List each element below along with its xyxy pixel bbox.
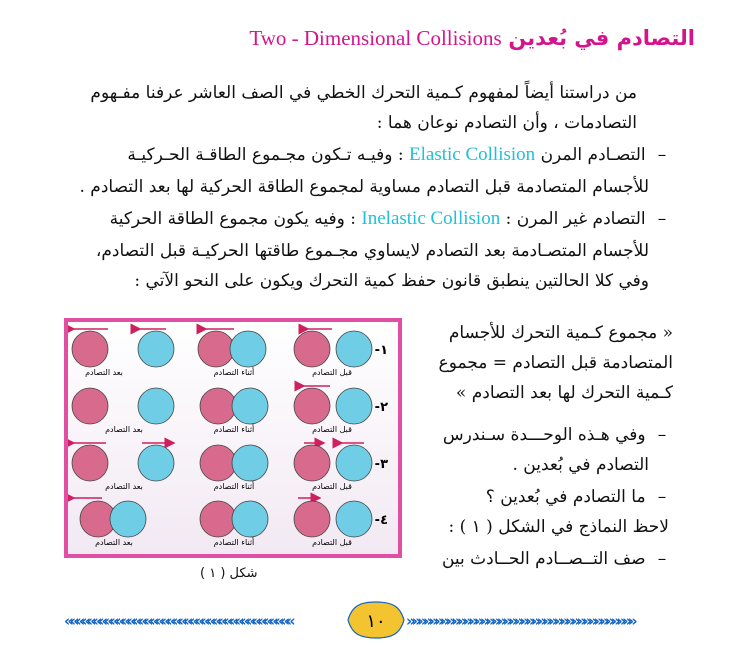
side-line-4 xyxy=(443,420,673,450)
label-after-4: بعد التصادم xyxy=(95,538,133,547)
bullet-dash: – xyxy=(657,145,667,165)
side-line-2: المتصادمة قبل التصادم = مجموع xyxy=(438,353,673,373)
label-before-1: قبل التصادم xyxy=(312,368,352,377)
elastic-suffix: : وفيـه تـكون مجـموع الطاقـة الحـركيـة xyxy=(127,145,404,165)
side-line-8 xyxy=(442,544,673,574)
side-line-3: كـمية التحرك لها بعد التصادم » xyxy=(455,383,673,403)
side-line-6-text: ما التصادم في بُعدين ؟ xyxy=(485,487,646,507)
label-during-3: أثناء التصادم xyxy=(213,482,255,491)
row-number-4: -٤ xyxy=(374,513,388,528)
label-after-3: بعد التصادم xyxy=(105,482,143,491)
inelastic-line-3: وفي كلا الحالتين ينطبق قانون حفظ كمية التحرك ويكون على النحو الآتي : xyxy=(134,271,649,291)
label-after-1: بعد التصادم xyxy=(85,368,123,377)
row-number-1: -١ xyxy=(374,343,388,358)
inelastic-term: Inelastic Collision xyxy=(361,208,501,229)
inelastic-suffix: : وفيه يكون مجموع الطاقة الحركية xyxy=(109,209,356,229)
intro-line-2: التصادمات ، وأن التصادم نوعان هما : xyxy=(376,113,637,133)
elastic-line-2: للأجسام المتصادمة قبل التصادم مساوية لمجموع الطاقة الحركية لها بعد التصادم . xyxy=(79,177,649,197)
side-line-7: لاحظ النماذج في الشكل ( ١ ) : xyxy=(448,517,669,537)
label-after-2: بعد التصادم xyxy=(105,425,143,434)
side-line-8-text: صف التــصــادم الحــادث بين xyxy=(441,549,646,569)
title-english: Two - Dimensional Collisions xyxy=(249,26,502,50)
page-footer xyxy=(60,598,692,642)
elastic-term: Elastic Collision xyxy=(409,144,536,165)
collision-figure xyxy=(64,318,402,558)
elastic-prefix: التصـادم المرن xyxy=(540,145,646,165)
bullet-dash: – xyxy=(657,425,667,445)
side-line-4-text: وفي هـذه الوحـــدة سـندرس xyxy=(442,425,646,445)
chevrons-right: »»»»»»»»»»»»»»»»»»»»»»»»»»»»»»»»»»»»»»»» xyxy=(406,612,634,630)
collision-diagram xyxy=(68,322,398,554)
elastic-line-1 xyxy=(127,140,673,170)
chevrons-left: «««««««««««««««««««««««««««««««««««««««« xyxy=(64,612,292,630)
footer-decoration xyxy=(60,598,692,642)
label-during-2: أثناء التصادم xyxy=(213,425,255,434)
label-during-1: أثناء التصادم xyxy=(213,368,255,377)
inelastic-line-1 xyxy=(110,204,673,234)
inelastic-prefix: التصادم غير المرن : xyxy=(505,209,646,229)
side-line-6 xyxy=(486,482,673,512)
figure-caption: شكل ( ١ ) xyxy=(200,566,258,581)
inelastic-line-2: للأجسام المتصـادمة بعد التصادم لايساوي مجـموع طاقتها الحركيـة قبل التصادم، xyxy=(95,241,649,261)
page-title xyxy=(95,26,695,51)
bullet-dash: – xyxy=(657,549,667,569)
page-number: ١٠ xyxy=(366,611,386,632)
side-line-5: التصادم في بُعدين . xyxy=(512,455,649,475)
title-arabic: التصادم في بُعدين xyxy=(508,26,695,50)
label-before-2: قبل التصادم xyxy=(312,425,352,434)
row-number-2: -٢ xyxy=(374,400,388,415)
bullet-dash: – xyxy=(657,487,667,507)
intro-line-1: من دراستنا أيضاً لمفهوم كـمية التحرك الخطي في الصف العاشر عرفنا مفـهوم xyxy=(90,83,637,103)
label-during-4: أثناء التصادم xyxy=(213,538,255,547)
row-number-3: -٣ xyxy=(374,457,388,472)
side-line-1: « مجموع كـمية التحرك للأجسام xyxy=(448,323,673,343)
bullet-dash: – xyxy=(657,209,667,229)
label-before-4: قبل التصادم xyxy=(312,538,352,547)
label-before-3: قبل التصادم xyxy=(312,482,352,491)
